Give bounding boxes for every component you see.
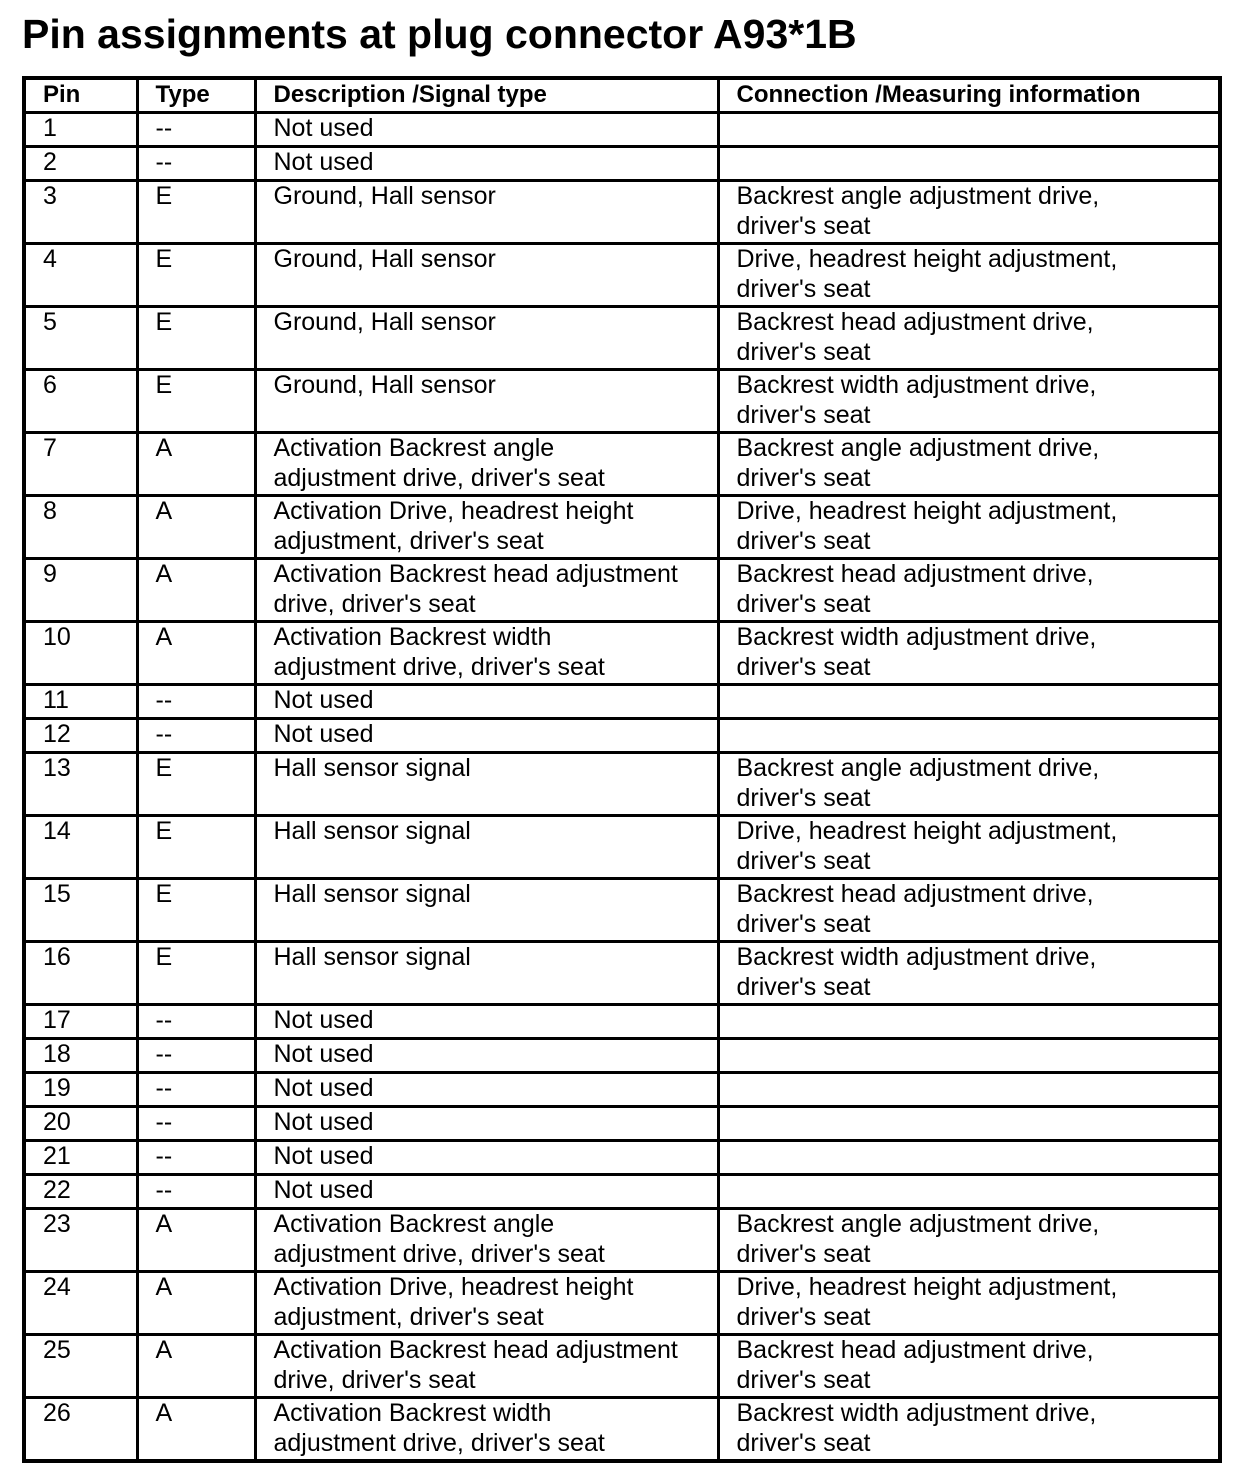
pin-assignment-table [22,76,1222,1463]
cell-connection-line: Drive, headrest height adjustment, [736,1273,1118,1301]
cell-type-line: E [155,371,173,399]
cell-connection-line: driver's seat [736,526,871,555]
cell-type-line: A [155,434,173,462]
cell-connection [718,622,1220,685]
cell-connection [718,559,1220,622]
cell-description [255,1335,718,1398]
table-row [24,1005,1220,1039]
cell-description [255,753,718,816]
table-row [24,496,1220,559]
cell-type [137,879,255,942]
cell-description-line: Ground, Hall sensor [273,245,496,273]
cell-connection [718,1005,1220,1039]
cell-type-line: E [155,817,173,845]
cell-pin-line: 8 [43,497,57,525]
cell-type-line: A [155,1399,173,1427]
cell-description [255,942,718,1005]
table-row [24,113,1220,147]
table-row [24,685,1220,719]
cell-description-line: Activation Backrest angle [273,434,555,462]
header-connection: Connection /Measuring information [718,78,1220,113]
cell-connection [718,1039,1220,1073]
cell-connection [718,1073,1220,1107]
cell-description-line: Not used [273,686,374,714]
cell-connection-line: Backrest width adjustment drive, [736,1399,1097,1427]
cell-description-line: Not used [273,1142,374,1170]
table-body [24,113,1220,1462]
cell-description-line: Ground, Hall sensor [273,371,496,399]
cell-pin-line: 23 [43,1210,71,1238]
table-row [24,244,1220,307]
cell-pin-line: 6 [43,371,57,399]
cell-type [137,719,255,753]
cell-type-line: E [155,943,173,971]
cell-connection [718,433,1220,496]
cell-connection-line: driver's seat [736,1365,871,1394]
cell-description-line: adjustment, driver's seat [273,1302,544,1331]
cell-type [137,496,255,559]
cell-description [255,559,718,622]
cell-description [255,719,718,753]
cell-description-line: adjustment, driver's seat [273,526,544,555]
cell-description [255,1272,718,1335]
table-row [24,433,1220,496]
cell-type-line: A [155,497,173,525]
cell-pin [24,1107,137,1141]
cell-description [255,307,718,370]
table-row [24,1175,1220,1209]
cell-connection [718,1175,1220,1209]
table-row [24,559,1220,622]
cell-pin-line: 3 [43,182,57,210]
cell-pin-line: 22 [43,1176,71,1204]
cell-type-line: E [155,880,173,908]
cell-pin-line: 18 [43,1040,71,1068]
cell-description-line: adjustment drive, driver's seat [273,652,605,681]
cell-pin-line: 20 [43,1108,71,1136]
table-row [24,370,1220,433]
cell-description-line: drive, driver's seat [273,1365,476,1394]
cell-description-line: Not used [273,1074,374,1102]
cell-connection [718,1209,1220,1272]
cell-type-line: A [155,1210,173,1238]
cell-type-line: -- [155,720,173,748]
cell-connection-line: Drive, headrest height adjustment, [736,245,1118,273]
table-row [24,942,1220,1005]
cell-type [137,816,255,879]
cell-type [137,1005,255,1039]
cell-connection [718,244,1220,307]
cell-pin-line: 5 [43,308,57,336]
cell-pin-line: 24 [43,1273,71,1301]
cell-pin [24,307,137,370]
table-row [24,1039,1220,1073]
cell-connection [718,1107,1220,1141]
cell-pin [24,244,137,307]
cell-connection-line: Backrest width adjustment drive, [736,371,1097,399]
cell-type-line: A [155,623,173,651]
table-row [24,1141,1220,1175]
cell-pin [24,1073,137,1107]
cell-description [255,816,718,879]
cell-connection-line: Backrest width adjustment drive, [736,943,1097,971]
cell-type [137,685,255,719]
cell-pin-line: 7 [43,434,57,462]
cell-type-line: -- [155,114,173,142]
table-row [24,147,1220,181]
cell-description-line: Hall sensor signal [273,880,471,908]
cell-pin [24,181,137,244]
cell-type-line: -- [155,1142,173,1170]
cell-pin-line: 19 [43,1074,71,1102]
cell-type [137,559,255,622]
cell-connection-line: driver's seat [736,400,871,429]
cell-pin-line: 21 [43,1142,71,1170]
cell-description [255,1209,718,1272]
cell-connection-line: Backrest width adjustment drive, [736,623,1097,651]
cell-description [255,1107,718,1141]
cell-connection-line: Backrest angle adjustment drive, [736,182,1100,210]
cell-pin-line: 11 [43,686,69,714]
cell-pin [24,1398,137,1462]
cell-type [137,1398,255,1462]
cell-connection-line: Drive, headrest height adjustment, [736,497,1118,525]
cell-connection [718,113,1220,147]
cell-description-line: adjustment drive, driver's seat [273,1239,605,1268]
cell-pin [24,1272,137,1335]
table-row [24,1209,1220,1272]
table-row [24,879,1220,942]
cell-description-line: Activation Backrest head adjustment [273,1336,678,1364]
page-title: Pin assignments at plug connector A93*1B [22,11,857,57]
cell-description [255,370,718,433]
cell-type-line: A [155,560,173,588]
cell-pin [24,559,137,622]
cell-connection-line: Backrest head adjustment drive, [736,1336,1094,1364]
cell-pin [24,147,137,181]
cell-description-line: Hall sensor signal [273,943,471,971]
cell-description [255,244,718,307]
cell-type [137,1272,255,1335]
cell-description [255,1398,718,1462]
cell-connection-line: driver's seat [736,909,871,938]
cell-connection-line: driver's seat [736,274,871,303]
cell-type [137,244,255,307]
cell-type-line: -- [155,686,173,714]
cell-pin [24,1141,137,1175]
cell-connection [718,719,1220,753]
cell-description [255,1005,718,1039]
cell-connection-line: Backrest angle adjustment drive, [736,754,1100,782]
cell-description [255,622,718,685]
cell-description-line: Not used [273,148,374,176]
cell-pin-line: 17 [43,1006,71,1034]
cell-pin [24,370,137,433]
cell-pin-line: 25 [43,1336,71,1364]
cell-type-line: -- [155,1108,173,1136]
cell-description-line: Not used [273,1006,374,1034]
cell-description-line: Hall sensor signal [273,817,471,845]
cell-pin [24,1209,137,1272]
cell-description [255,685,718,719]
cell-pin [24,1005,137,1039]
cell-pin [24,685,137,719]
cell-description-line: Not used [273,1108,374,1136]
cell-type-line: -- [155,1040,173,1068]
cell-description-line: Not used [273,114,374,142]
cell-description [255,433,718,496]
header-pin: Pin [24,78,137,113]
cell-type [137,1141,255,1175]
cell-description [255,181,718,244]
cell-description [255,496,718,559]
table-row [24,753,1220,816]
cell-connection [718,147,1220,181]
cell-description [255,1141,718,1175]
cell-pin-line: 13 [43,754,71,782]
cell-pin [24,816,137,879]
table-row [24,1073,1220,1107]
cell-connection-line: driver's seat [736,463,871,492]
cell-connection [718,370,1220,433]
cell-pin [24,719,137,753]
cell-connection-line: driver's seat [736,972,871,1001]
header-type: Type [137,78,255,113]
cell-connection-line: driver's seat [736,211,871,240]
cell-description-line: adjustment drive, driver's seat [273,1428,605,1457]
table-row [24,622,1220,685]
table-row [24,719,1220,753]
cell-connection-line: driver's seat [736,1302,871,1331]
cell-description-line: Ground, Hall sensor [273,308,496,336]
cell-pin [24,753,137,816]
cell-connection [718,1335,1220,1398]
cell-connection [718,942,1220,1005]
table-row [24,307,1220,370]
cell-description [255,879,718,942]
cell-connection-line: driver's seat [736,652,871,681]
cell-pin [24,113,137,147]
cell-description [255,113,718,147]
cell-connection-line: Drive, headrest height adjustment, [736,817,1118,845]
cell-description-line: Activation Backrest angle [273,1210,555,1238]
table-row [24,1398,1220,1462]
cell-description-line: Activation Backrest width [273,1399,552,1427]
cell-type [137,181,255,244]
cell-type-line: -- [155,1176,173,1204]
cell-type [137,1209,255,1272]
cell-connection-line: driver's seat [736,846,871,875]
cell-connection [718,1141,1220,1175]
table-row [24,1107,1220,1141]
cell-connection [718,879,1220,942]
cell-connection-line: driver's seat [736,783,871,812]
cell-description-line: Not used [273,1176,374,1204]
cell-type [137,1335,255,1398]
table-row [24,816,1220,879]
cell-pin-line: 9 [43,560,57,588]
cell-connection [718,307,1220,370]
cell-pin-line: 26 [43,1399,71,1427]
cell-connection [718,1398,1220,1462]
cell-description-line: adjustment drive, driver's seat [273,463,605,492]
cell-type [137,1073,255,1107]
cell-connection [718,816,1220,879]
cell-pin [24,433,137,496]
cell-type-line: E [155,245,173,273]
cell-type-line: -- [155,1006,173,1034]
cell-pin [24,622,137,685]
cell-pin-line: 15 [43,880,71,908]
cell-type-line: E [155,308,173,336]
cell-connection-line: driver's seat [736,1239,871,1268]
cell-connection [718,181,1220,244]
cell-type [137,307,255,370]
cell-type [137,1039,255,1073]
cell-connection-line: Backrest angle adjustment drive, [736,434,1100,462]
cell-pin-line: 10 [43,623,71,651]
cell-description-line: Activation Drive, headrest height [273,1273,634,1301]
cell-type-line: -- [155,148,173,176]
cell-type [137,1175,255,1209]
cell-connection [718,1272,1220,1335]
cell-connection [718,685,1220,719]
cell-pin-line: 2 [43,148,57,176]
table-header-row [24,78,1220,113]
cell-description-line: Not used [273,1040,374,1068]
cell-type [137,622,255,685]
cell-connection-line: driver's seat [736,337,871,366]
cell-connection-line: Backrest head adjustment drive, [736,560,1094,588]
cell-description-line: drive, driver's seat [273,589,476,618]
cell-type [137,942,255,1005]
cell-pin-line: 12 [43,720,71,748]
table-row [24,1272,1220,1335]
cell-type [137,433,255,496]
cell-type [137,113,255,147]
cell-connection-line: driver's seat [736,1428,871,1457]
table-row [24,181,1220,244]
cell-pin-line: 4 [43,245,57,273]
cell-type-line: E [155,182,173,210]
cell-description-line: Activation Backrest head adjustment [273,560,678,588]
cell-pin [24,496,137,559]
cell-type [137,147,255,181]
cell-connection-line: Backrest head adjustment drive, [736,308,1094,336]
header-description: Description /Signal type [255,78,718,113]
cell-type-line: A [155,1336,173,1364]
cell-pin [24,1335,137,1398]
cell-description [255,1073,718,1107]
cell-description-line: Activation Drive, headrest height [273,497,634,525]
cell-type [137,370,255,433]
cell-description-line: Hall sensor signal [273,754,471,782]
cell-description [255,147,718,181]
cell-connection-line: driver's seat [736,589,871,618]
cell-description-line: Activation Backrest width [273,623,552,651]
cell-connection-line: Backrest head adjustment drive, [736,880,1094,908]
cell-pin-line: 14 [43,817,71,845]
table-row [24,1335,1220,1398]
cell-connection [718,753,1220,816]
cell-type-line: -- [155,1074,173,1102]
cell-pin-line: 1 [43,114,57,142]
cell-description-line: Not used [273,720,374,748]
cell-type-line: A [155,1273,173,1301]
cell-pin [24,1039,137,1073]
cell-type-line: E [155,754,173,782]
cell-pin [24,879,137,942]
cell-connection [718,496,1220,559]
cell-type [137,1107,255,1141]
cell-description [255,1175,718,1209]
cell-pin-line: 16 [43,943,71,971]
cell-pin [24,942,137,1005]
cell-pin [24,1175,137,1209]
cell-description [255,1039,718,1073]
cell-description-line: Ground, Hall sensor [273,182,496,210]
cell-type [137,753,255,816]
cell-connection-line: Backrest angle adjustment drive, [736,1210,1100,1238]
